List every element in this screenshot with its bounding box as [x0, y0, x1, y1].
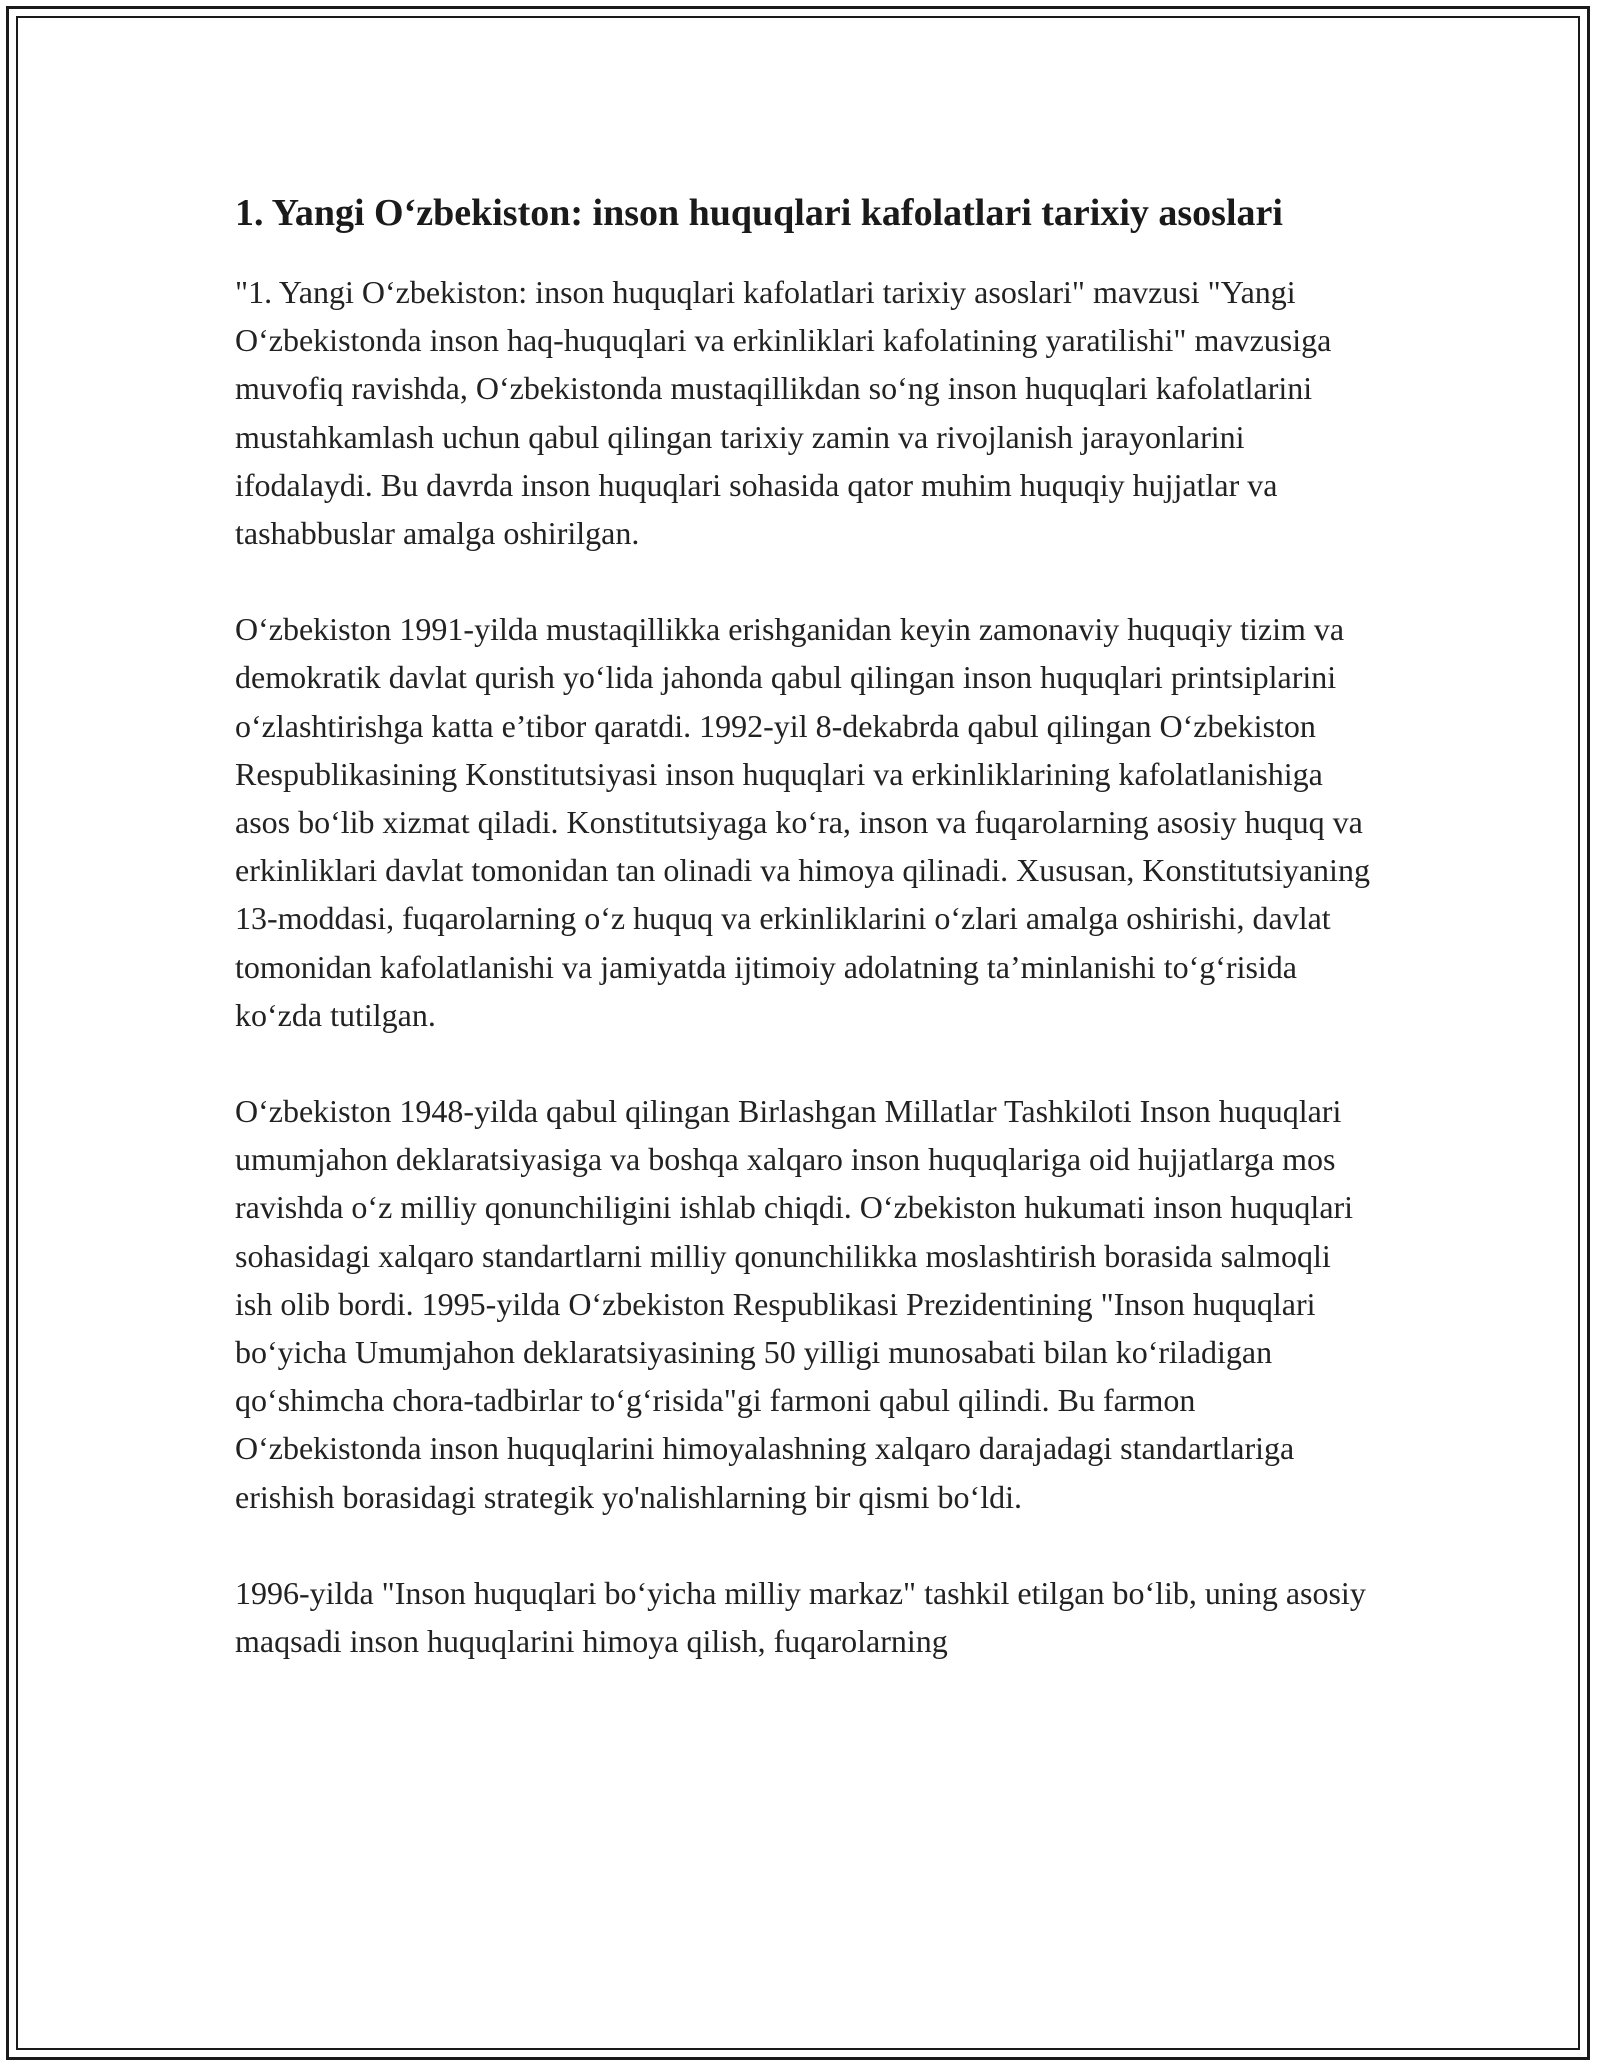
paragraph-3: O‘zbekiston 1948-yilda qabul qilingan Birlashgan Millatlar Tashkiloti Inson huquqlari umumjahon deklaratsiyasiga va boshqa xalqaro inson huquqlariga oid hujjatlarga mos ravishda o‘z milliy qonunchiligini ishlab chiqdi. O‘zbekiston hukumati inson huquqlari sohasidagi xalqaro standartlarni milliy qonunchilikka moslashtirish borasida salmoqli ish olib bordi. 1995-yilda O‘zbekiston Respublikasi Prezidentining "Inson huquqlari bo‘yicha Umumjahon deklaratsiyasining 50 yilligi munosabati bilan ko‘riladigan qo‘shimcha chora-tadbirlar to‘g‘risida"gi farmoni qabul qilindi. Bu farmon O‘zbekistonda inson huquqlarini himoyalashning xalqaro darajadagi standartlariga erishish borasidagi strategik yo'nalishlarning bir qismi bo‘ldi.: [235, 1093, 1354, 1515]
page-title: 1. Yangi O‘zbekiston: inson huquqlari kafolatlari tarixiy asoslari: [235, 192, 1283, 234]
document-body: [235, 186, 1375, 1713]
paragraph-1: "1. Yangi O‘zbekiston: inson huquqlari kafolatlari tarixiy asoslari" mavzusi "Yangi O‘zbekistonda inson haq-huquqlari va erkinliklari kafolatining yaratilishi" mavzusiga muvofiq ravishda, O‘zbekistonda mustaqillikdan so‘ng inson huquqlari kafolatlarini mustahkamlash uchun qabul qilingan tarixiy zamin va rivojlanish jarayonlarini ifodalaydi. Bu davrda inson huquqlari sohasida qator muhim huquqiy hujjatlar va tashabbuslar amalga oshirilgan.: [235, 274, 1332, 552]
paragraph-4: 1996-yilda "Inson huquqlari bo‘yicha milliy markaz" tashkil etilgan bo‘lib, uning asosiy maqsadi inson huquqlarini himoya qilish, fuqarolarning: [235, 1574, 1366, 1660]
paragraph-2: O‘zbekiston 1991-yilda mustaqillikka erishganidan keyin zamonaviy huquqiy tizim va demokratik davlat qurish yo‘lida jahonda qabul qilingan inson huquqlari printsiplarini o‘zlashtirishga katta e’tibor qaratdi. 1992-yil 8-dekabrda qabul qilingan O‘zbekiston Respublikasining Konstitutsiyasi inson huquqlari va erkinliklarining kafolatlanishiga asos bo‘lib xizmat qiladi. Konstitutsiyaga ko‘ra, inson va fuqarolarning asosiy huquq va erkinliklari davlat tomonidan tan olinadi va himoya qilinadi. Xususan, Konstitutsiyaning 13-moddasi, fuqarolarning o‘z huquq va erkinliklarini o‘zlari amalga oshirishi, davlat tomonidan kafolatlanishi va jamiyatda ijtimoiy adolatning ta’minlanishi to‘g‘risida ko‘zda tutilgan.: [235, 611, 1370, 1033]
